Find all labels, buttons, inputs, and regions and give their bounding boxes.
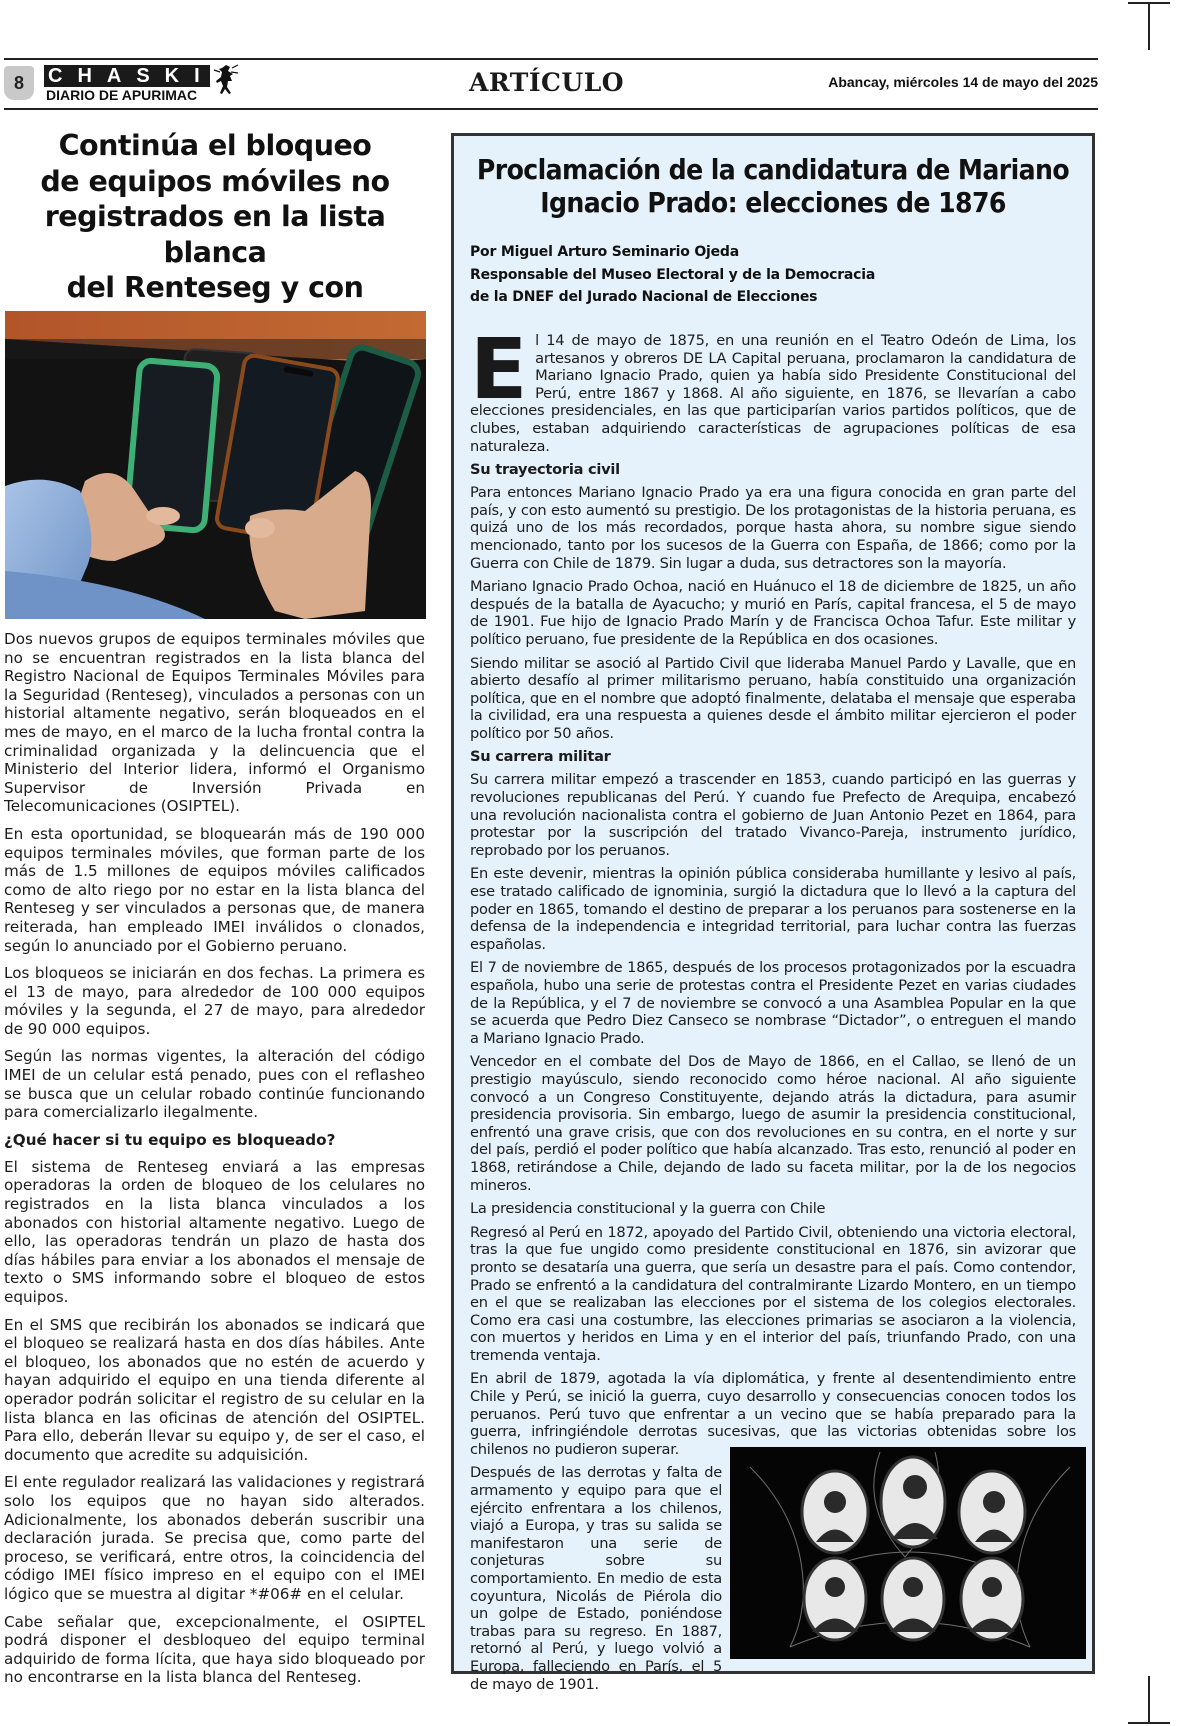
paragraph: Cabe señalar que, excepcionalmente, el OSIPTEL podrá disponer el desbloqueo del equipo terminal adquirido de forma lícita, que haya sido bloqueado por no encontrarse en la lista blanca del Renteseg. [4, 1612, 425, 1687]
headline-line: de equipos móviles no [40, 164, 390, 198]
right-article-box [451, 133, 1095, 1693]
paragraph: El ente regulador realizará las validaciones y registrará solo los equipos que no hayan sido alterados. Adicionalmente, los abonados deberán suscribir una declaración jurada. Se precisa que, como parte del proceso, se verificará, entre otros, la coincidencia del código IMEI físico impreso en el equipo con el IMEI lógico que se muestra al digitar *#06# en el celular. [4, 1473, 425, 1603]
paragraph: En abril de 1879, agotada la vía diplomática, y frente al desentendimiento entre Chile y Perú, se inició la guerra, cuyo desarrollo y consecuencias conocen todos los peruanos. Perú tuvo que enfrentar a un vecino que se había preparado para la guerra, infringiéndole derrotas sucesivas, que las victorias obtenidas sobre los chilenos no pudieron superar. [470, 1370, 1076, 1458]
historical-portraits-image [730, 1447, 1086, 1659]
section-title: ARTÍCULO [469, 68, 625, 97]
paragraph: Después de las derrotas y falta de armamento y equipo para que el ejército enfrentara a los chilenos, viajó a Europa, y tras su salida se manifestaron una serie de conjeturas sobre su comportamiento. En medio de esta coyuntura, Nicolás de Piérola dio un golpe de Estado, poniéndose trabas para su regreso. En 1887, retornó al Perú, y luego volvió a Europa, falleciendo en París, el 5 de mayo de 1901. [470, 1464, 722, 1693]
author-role: Responsable del Museo Electoral y de la Democracia [470, 266, 876, 283]
intro-text: l 14 de mayo de 1875, en una reunión en el Teatro Odeón de Lima, los artesanos y obreros DE LA Capital peruana, proclamaron la candidatura de Mariano Ignacio Prado, quien ya había sido Presidente Constitucional del Perú, entre 1867 y 1868. Al año siguiente, en 1876, se llevarían a cabo elecciones presidenciales, en las que participarían varios partidos políticos, que de clubes, estaban adquiriendo características de agrupaciones políticas de esa naturaleza. [470, 332, 1076, 455]
phones-illustration [5, 311, 426, 619]
header-top-rule [4, 58, 1098, 60]
header-bottom-rule [4, 108, 1098, 110]
right-article-headline [454, 153, 1092, 219]
author-affiliation: de la DNEF del Jurado Nacional de Elecciones [470, 289, 818, 305]
subheading-plain: La presidencia constitucional y la guerra con Chile [470, 1200, 826, 1218]
logo-wordmark: CHASKI [44, 65, 210, 87]
paragraph: Dos nuevos grupos de equipos terminales móviles que no se encuentran registrados en la lista blanca del Registro Nacional de Equipos Terminales Móviles para la Seguridad (Renteseg), vinculados a personas con un historial altamente negativo, serán bloqueados en el mes de mayo, en el marco de la lucha frontal contra la criminalidad organizada y la delincuencia que el Ministerio del Interior lidera, informó el Organismo Supervisor de Inversión Privada en Telecomunicaciones (OSIPTEL). [4, 630, 425, 816]
dropcap: E [470, 320, 528, 418]
paragraph: En el SMS que recibirán los abonados se indicará que el bloqueo se realizará hasta en dos días hábiles. Ante el bloqueo, los abonados que no estén de acuerdo y hayan adquirido el equipo en una tienda diferente al operador podrán solicitar el registro de su celular en la lista blanca en las oficinas de atención del OSIPTEL. Para ello, deberán llevar su equipo y, de ser el caso, el documento que acredite su adquisición. [4, 1315, 425, 1464]
headline-line: Ignacio Prado: elecciones de 1876 [540, 186, 1006, 219]
chaski-runner-icon [212, 62, 242, 104]
paragraph: Siendo militar se asoció al Partido Civil que lideraba Manuel Pardo y Lavalle, que en abierto desafío al primer militarismo peruano, había constituido una organización política, que en el nombre que adoptó finalmente, delataba el mensaje que esperaba la civilidad, era una respuesta a quienes desde el ámbito militar ejercieron el poder político por 50 años. [470, 654, 1076, 742]
paragraph: En esta oportunidad, se bloquearán más de 190 000 equipos terminales móviles, que forman parte de los más de 1.5 millones de equipos móviles calificados como de alto riego por no estar en la lista blanca del Renteseg y ser vinculados a personas que, de manera reiterada, han empleado IMEI inválidos o clonados, según lo anunciado por el Gobierno peruano. [4, 824, 425, 955]
paragraph: El 7 de noviembre de 1865, después de los procesos protagonizados por la escuadra española, hubo una serie de protestas contra el Presidente Pezet en varias ciudades de la República, y el 7 de noviembre se convocó a una Asamblea Popular en la que se acuerda que Pedro Diez Canseco se nombrase “Dictador”, o entreguen el mando a Mariano Ignacio Prado. [470, 959, 1076, 1047]
author-name: Por Miguel Arturo Seminario Ojeda [470, 244, 739, 260]
subheading: Su carrera militar [470, 748, 611, 766]
paragraph: Los bloqueos se iniciarán en dos fechas. La primera es el 13 de mayo, para alrededor de 100 000 equipos móviles y la segunda, el 27 de mayo, para alrededor de 90 000 equipos. [4, 964, 425, 1038]
byline [470, 241, 875, 309]
subheading: ¿Qué hacer si tu equipo es bloqueado? [4, 1130, 336, 1149]
portraits-illustration [730, 1447, 1086, 1659]
crop-mark-bottom-stem [1148, 1676, 1150, 1724]
paragraph: Según las normas vigentes, la alteración del código IMEI de un celular está penado, pues con el reflasheo se busca que un celular robado continúe funcionando para comercializarlo ilegalmente. [4, 1047, 425, 1122]
dateline: Abancay, miércoles 14 de mayo del 2025 [828, 74, 1098, 90]
logo-subtitle: DIARIO DE APURIMAC [46, 87, 198, 103]
page-number: 8 [4, 66, 34, 100]
subheading: Su trayectoria civil [470, 461, 620, 479]
paragraph: Mariano Ignacio Prado Ochoa, nació en Huánuco el 18 de diciembre de 1825, un año después de la batalla de Ayacucho; y murió en París, capital francesa, el 5 de mayo de 1901. Fue hijo de Ignacio Prado Marín y de Francisca Ochoa Tafur. Este militar y político peruano, fue presidente de la República en dos ocasiones. [470, 578, 1076, 648]
headline-line: Continúa el bloqueo [58, 129, 372, 162]
headline-line: Proclamación de la candidatura de Mariano [476, 153, 1070, 186]
paragraph: El sistema de Renteseg enviará a las empresas operadoras la orden de bloqueo de los celulares no registrados en la lista blanca vinculados a los abonados con historial altamente negativo. Luego de ello, las operadoras tendrán un plazo de hasta dos días hábiles para enviar a los abonados el mensaje de texto o SMS informando sobre el bloqueo de estos equipos. [4, 1157, 425, 1306]
phones-photo [5, 311, 426, 619]
left-article-body [4, 630, 425, 1696]
crop-mark-top-stem [1148, 2, 1150, 50]
paragraph: Regresó al Perú en 1872, apoyado del Partido Civil, obteniendo una victoria electoral, tras la que fue ungido como presidente constitucional en 1876, sin avizorar que pronto se desataría una guerra, que sería un desastre para el país. Como contendor, Prado se enfrentó a la candidatura del contralmirante Lizardo Montero, en un tiempo en el que se realizaban las elecciones por el sistema de los colegios electorales. Como era casi una costumbre, las elecciones primarias se asociaron a la violencia, con muertos y heridos en Lima y en el interior del país, triunfando Prado, con una tremenda ventaja. [470, 1223, 1076, 1364]
headline-line: registrados en la lista blanca [44, 200, 386, 269]
intro-paragraph [470, 320, 1076, 455]
paragraph: En este devenir, mientras la opinión pública consideraba humillante y lesivo al país, ese tratado calificado de ignominia, surgió la dictadura que lo llevó a la captura del poder en 1865, tomando el destino de preparar a los peruanos para sostenerse en la defensa de la independencia e integridad territorial, para luchar contra las fuerzas españolas. [470, 865, 1076, 953]
page-header [4, 62, 1098, 108]
paragraph: Para entonces Mariano Ignacio Prado ya era una figura conocida en gran parte del país, y con esto aumentó su prestigio. De los protagonistas de la historia peruana, es quizá uno de los más recordados, porque hasta ahora, su nombre sigue siendo mencionado, tanto por los sucesos de la Guerra con España, de 1866; como por la Guerra con Chile de 1879. Sin lugar a duda, sus detractores son la mayoría. [470, 484, 1076, 572]
paragraph: Su carrera militar empezó a trascender en 1853, cuando participó en las guerras y revoluciones republicanas del Perú. Y cuando fue Prefecto de Arequipa, encabezó una revolución nacionalista contra el gobierno de Juan Antonio Pezet en 1864, para protestar por la suscripción del tratado Vivanco-Pareja, instrumento jurídico, reprobado por los peruanos. [470, 771, 1076, 859]
headline-line: del Renteseg y con [66, 271, 364, 304]
crop-mark-bottom [1128, 1722, 1170, 1724]
paragraph: Vencedor en el combate del Dos de Mayo de 1866, en el Callao, se llenó de un prestigio mayúsculo, siendo reconocido como héroe nacional. Al año siguiente convocó a un Congreso Constituyente, dejando atrás la dictadura, para asumir presidencia provisoria. Sin embargo, luego de asumir la presidencia constitucional, enfrentó una grave crisis, que con dos revoluciones en su contra, en el norte y sur del país, perdió el poder político que había alcanzado. Tras esto, renunció al poder en 1868, retirándose a Chile, dejando de lado su faceta militar, por la de los negocios mineros. [470, 1053, 1076, 1194]
